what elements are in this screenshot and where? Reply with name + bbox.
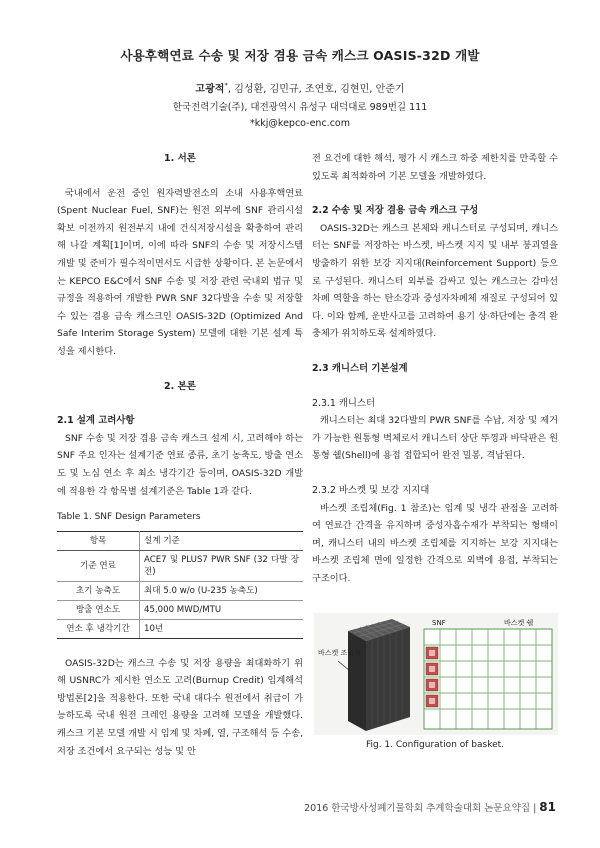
paragraph-after-table: OASIS-32D는 캐스크 수송 및 저장 용량을 최대화하기 위해 USNRC가 제시한 연소도 고려(Burnup Credit) 임계해석 방법론[2]을 적용한다. 또한 국내 대다수 원전에서 취급이 가능하도록 국내 원전 크레인 용량을 고려해 모델을 개발했다. 캐스크 기본 모델 개발 시 임계 및 차폐, 열, 구조해석 등 수송, 저장 조건에서 요구되는 성능 및 안 (57, 657, 303, 757)
footer-text: 2016 한국방사성폐기물학회 추계학술대회 논문요약집 | (304, 803, 537, 814)
left-column (57, 150, 303, 760)
paragraph-continued: 전 요건에 대한 해석, 평가 시 캐스크 하중 제한치를 만족할 수 있도록 최적화하여 기본 모델을 개발하였다. (312, 153, 558, 182)
table-header-row (57, 531, 303, 550)
subsection-heading-2-1: 2.1 설계 고려사항 (57, 415, 135, 427)
lead-author-mark: * (224, 81, 228, 90)
table-row (57, 550, 303, 581)
subsection-heading-2-3-2: 2.3.2 바스켓 및 보강 지지대 (312, 484, 430, 496)
table-cell-value: 10년 (140, 619, 304, 638)
table-cell-value: 최대 5.0 w/o (U-235 농축도) (140, 581, 304, 600)
author-line (0, 80, 600, 95)
table-caption: Table 1. SNF Design Parameters (57, 512, 201, 523)
table-row (57, 600, 303, 619)
paragraph-2-3-1: 캐니스터는 최대 32다발의 PWR SNF를 수납, 저장 및 제거가 가능한 원통형 벽체로서 캐니스터 상단 뚜껑과 바닥판은 원통형 쉘(Shell)에 용접 접합되어 완전 밀봉, 격납된다. (312, 415, 558, 462)
page-footer (304, 800, 556, 814)
design-parameters-table (57, 531, 303, 639)
basket-cross-section (424, 629, 552, 729)
table-cell-key: 연소 후 냉각기간 (57, 619, 140, 638)
paragraph-2-1: SNF 수송 및 저장 겸용 금속 캐스크 설계 시, 고려해야 하는 SNF 주요 인자는 설계기준 연료 종류, 초기 농축도, 방출 연소도 및 노심 연소 후 최소 냉각기간 등이며, OASIS-32D 개발에 적용한 각 항목별 설계기준은 Table 1과 같다. (57, 432, 303, 497)
email: *kkj@kepco-enc.com (250, 118, 350, 129)
subsection-heading-2-2: 2.2 수송 및 저장 겸용 금속 캐스크 구성 (312, 205, 479, 217)
table-cell-value: ACE7 및 PLUS7 PWR SNF (32 다발 장전) (140, 550, 304, 581)
section-heading-body: 2. 본론 (164, 380, 196, 392)
page-number: 81 (539, 800, 556, 814)
table-row (57, 619, 303, 638)
table-header-criteria: 설계 기준 (140, 531, 304, 550)
table-cell-key: 초기 농축도 (57, 581, 140, 600)
paragraph-2-2: OASIS-32D는 캐스크 본체와 캐니스터로 구성되며, 캐니스터는 SNF를 저장하는 바스켓, 바스켓 지지 및 내부 붕괴열을 방출하기 위한 보강 지지대(Reinforcement Support) 등으로 구성된다. 캐니스터 외부를 감싸고 있는 캐스크는 감마선 차폐 역할을 하는 탄소강과 중성자차폐체 재질로 구성되어 있다. 이와 함께, 운반사고를 고려하여 용기 상·하단에는 충격 완충체가 위치하도록 설계하였다. (312, 222, 558, 340)
section-heading-introduction: 1. 서론 (164, 153, 196, 164)
paper-title: 사용후핵연료 수송 및 저장 겸용 금속 캐스크 OASIS-32D 개발 (120, 48, 480, 63)
right-column (312, 150, 558, 587)
introduction-paragraph: 국내에서 운전 중인 원자력발전소의 소내 사용후핵연료(Spent Nuclear Fuel, SNF)는 원전 외부에 SNF 관리시설 확보 이전까지 원전부지 내에 건식저장시설을 확충하여 관리해 나갈 계획[1]이며, 이에 따라 SNF의 수송 및 저장시스템 개발 및 준비가 필수적이면서도 시급한 상황이다. 본 논문에서는 KEPCO E&C에서 SNF 수송 및 저장 관련 국내외 법규 및 규정을 적용하여 개발한 PWR SNF 32다발을 수송 및 저장할 수 있는 겸용 금속 캐스크인 OASIS-32D (Optimized And Safe Interim Storage System) 모델에 대한 기본 설계 특성을 제시한다. (57, 187, 303, 357)
basket-configuration-figure (314, 613, 558, 735)
affiliation: 한국전력기술(주), 대전광역시 유성구 대덕대로 989번길 111 (172, 102, 428, 113)
basket-assembly-drawing (348, 619, 410, 731)
paragraph-2-3-2: 바스켓 조립체(Fig. 1 참조)는 임계 및 냉각 관점을 고려하여 연료간 간격을 유지하며 중성자흡수재가 부착되는 형태이며, 캐니스터 내의 바스켓 조립체를 지지하는 보강 지지대는 바스켓 조립체 면에 일정한 간격으로 외벽에 용접, 부착되는 구조이다. (312, 502, 558, 584)
figure-caption: Fig. 1. Configuration of basket. (365, 740, 505, 750)
label-basket-shell: 바스켓 쉘 (504, 619, 534, 627)
lead-author: 고광적 (195, 84, 225, 95)
coauthors: , 김성환, 김민규, 조연호, 김현민, 안준기 (227, 84, 405, 95)
table-cell-value: 45,000 MWD/MTU (140, 600, 304, 619)
label-basket-assembly: 바스켓 조립체 (318, 649, 361, 657)
table-cell-key: 방출 연소도 (57, 600, 140, 619)
subsection-heading-2-3: 2.3 캐니스터 기본설계 (312, 362, 408, 374)
table-header-item: 항목 (57, 531, 140, 550)
table-cell-key: 기준 연료 (57, 550, 140, 581)
label-snf: SNF (432, 619, 446, 627)
subsection-heading-2-3-1: 2.3.1 캐니스터 (312, 397, 376, 409)
table-row (57, 581, 303, 600)
